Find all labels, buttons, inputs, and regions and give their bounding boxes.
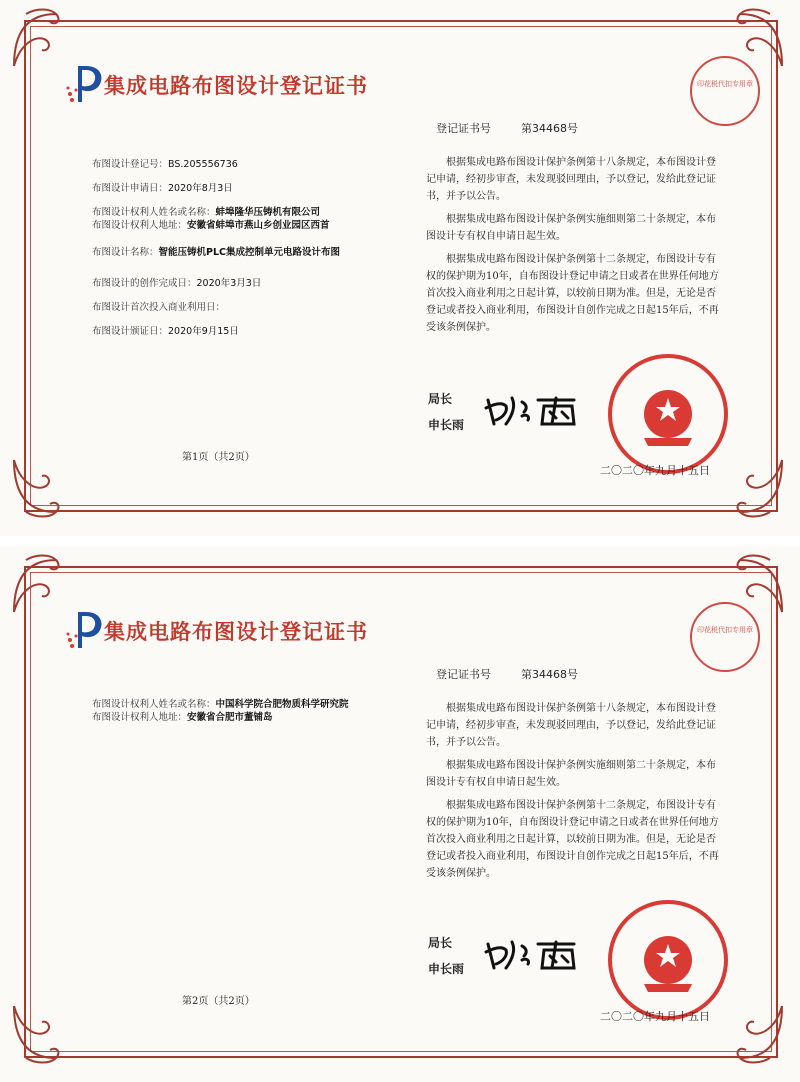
- body-paragraph: 根据集成电路布图设计保护条例实施细则第二十条规定，本布图设计专有权自申请日起生效。: [426, 760, 716, 788]
- chief-name: 申长雨: [428, 418, 465, 432]
- body-paragraph: 根据集成电路布图设计保护条例第十八条规定，本布图设计登记申请，经初步审查，未发现驳回理由，予以登记，发给此登记证书，并予以公告。: [426, 703, 716, 748]
- seal-text: 印花税代扣专用章: [697, 626, 753, 634]
- corner-ornament: [720, 998, 790, 1068]
- official-seal-icon: [606, 898, 730, 1022]
- registration-number: [436, 666, 578, 682]
- field-apply-date: 布图设计申请日：2020年8月3日: [92, 183, 233, 194]
- signature-icon: [482, 934, 582, 974]
- field-address: 布图设计权利人地址：安徽省蚌埠市燕山乡创业园区西首: [92, 220, 330, 231]
- field-design-name: 布图设计名称：智能压铸机PLC集成控制单元电路设计布图: [92, 247, 341, 258]
- tax-stamp-seal: [690, 602, 760, 672]
- issue-date-text: 二〇二〇年九月十五日: [600, 464, 710, 477]
- body-paragraph: 根据集成电路布图设计保护条例第十八条规定，本布图设计登记申请，经初步审查，未发现驳回理由，予以登记，发给此登记证书，并予以公告。: [426, 157, 716, 202]
- reg-value: 第34468号: [521, 122, 578, 135]
- certificate-title: 集成电路布图设计登记证书: [104, 74, 368, 98]
- page-number: 第2页（共2页）: [182, 996, 255, 1007]
- body-paragraph: 根据集成电路布图设计保护条例第十二条规定，布图设计专有权的保护期为10年，自布图设计登记申请之日或者在世界任何地方首次投入商业利用之日起计算，以较前日期为准。但是，无论是否登记或者投入商业利用，布图设计自创作完成之日起15年后，不再受该条例保护。: [426, 800, 719, 879]
- field-list: [92, 698, 392, 724]
- issue-date-text: 二〇二〇年九月十五日: [600, 1010, 710, 1023]
- field-list: [92, 158, 392, 338]
- certificate-page-2: [0, 546, 800, 1082]
- certificate-title: 集成电路布图设计登记证书: [104, 620, 368, 644]
- seal-text: 印花税代扣专用章: [697, 80, 753, 88]
- reg-value: 第34468号: [521, 668, 578, 681]
- field-address: 布图设计权利人地址：安徽省合肥市董铺岛: [92, 712, 273, 723]
- reg-label: 登记证书号: [436, 668, 491, 681]
- field-creation-date: 布图设计的创作完成日：2020年3月3日: [92, 278, 262, 289]
- certificate-body-text: [426, 700, 720, 888]
- chief-name: 申长雨: [428, 962, 465, 976]
- field-owner: 布图设计权利人姓名或名称：中国科学院合肥物质科学研究院: [92, 699, 349, 710]
- field-issue-date: 布图设计颁证日：2020年9月15日: [92, 326, 239, 337]
- field-owner: 布图设计权利人姓名或名称：蚌埠隆华压铸机有限公司: [92, 207, 321, 218]
- field-commercial-date: 布图设计首次投入商业利用日：: [92, 302, 226, 313]
- chief-signature-block: [428, 930, 464, 982]
- page-number: 第1页（共2页）: [182, 452, 255, 463]
- corner-ornament: [720, 452, 790, 522]
- chief-signature-block: [428, 386, 464, 438]
- certificate-page-1: [0, 0, 800, 536]
- registration-number: [436, 120, 578, 136]
- chief-title: 局长: [428, 392, 453, 406]
- reg-label: 登记证书号: [436, 122, 491, 135]
- body-paragraph: 根据集成电路布图设计保护条例实施细则第二十条规定，本布图设计专有权自申请日起生效。: [426, 214, 716, 242]
- body-paragraph: 根据集成电路布图设计保护条例第十二条规定，布图设计专有权的保护期为10年，自布图设计登记申请之日或者在世界任何地方首次投入商业利用之日起计算，以较前日期为准。但是，无论是否登记或者投入商业利用，布图设计自创作完成之日起15年后，不再受该条例保护。: [426, 254, 719, 333]
- chief-title: 局长: [428, 936, 453, 950]
- tax-stamp-seal: [690, 56, 760, 126]
- corner-ornament: [6, 452, 76, 522]
- corner-ornament: [6, 998, 76, 1068]
- certificate-body-text: [426, 154, 720, 342]
- official-seal-icon: [606, 352, 730, 476]
- field-reg-no: 布图设计登记号：BS.205556736: [92, 159, 238, 170]
- signature-icon: [482, 390, 582, 430]
